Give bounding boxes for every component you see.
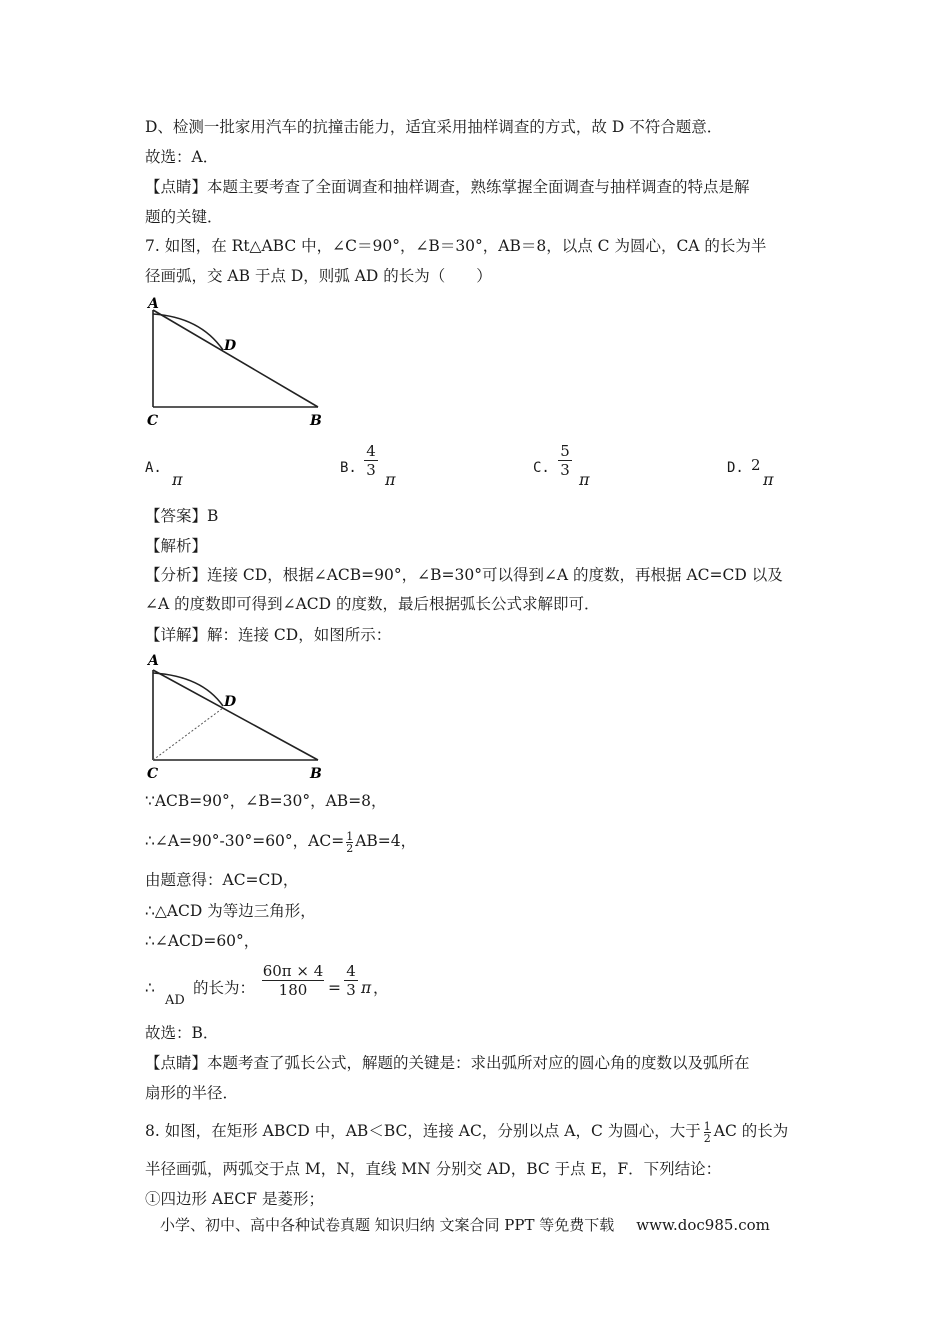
arc-length-fraction: 60π × 4 180 <box>262 962 324 999</box>
text-line: ∵ACB=90°，∠B=30°，AB=8， <box>145 792 387 810</box>
text-line: ， <box>373 979 389 997</box>
question-8-line: ①四边形 AECF 是菱形； <box>145 1190 324 1208</box>
analysis-heading: 【解析】 <box>145 537 208 555</box>
option-c-fraction: 5 3 <box>558 442 572 479</box>
text-line: D、检测一批家用汽车的抗撞击能力，适宜采用抽样调查的方式，故 D 不符合题意． <box>145 118 723 136</box>
text-line: ∴△ACD 为等边三角形， <box>145 902 316 920</box>
option-a-label: A. <box>145 460 162 476</box>
text-line: 【点睛】本题考查了弧长公式，解题的关键是：求出弧所对应的圆心角的度数以及弧所在 <box>145 1054 750 1072</box>
result-pi: π <box>361 979 372 997</box>
option-d-label: D. <box>727 460 744 476</box>
text-line: 【点睛】本题主要考查了全面调查和抽样调查，熟练掌握全面调查与抽样调查的特点是解 <box>145 178 750 196</box>
answer-line: 【答案】B <box>145 507 219 525</box>
option-d-pi: π <box>763 470 774 489</box>
footer-url[interactable]: www.doc985.com <box>636 1216 770 1234</box>
option-b-fraction: 4 3 <box>364 442 378 479</box>
text-line: 由题意得：AC=CD， <box>145 871 299 889</box>
text-line: 题的关键． <box>145 208 223 226</box>
label-b: B <box>310 413 322 429</box>
text-line: ∴ <box>145 979 155 997</box>
half-fraction: $\frac{1}{2}$ <box>346 829 354 855</box>
question-7-line: 7. 如图，在 Rt△ABC 中，∠C＝90°，∠B＝30°，AB＝8，以点 C 为圆心，CA 的长为半 <box>145 237 767 255</box>
label-a: A <box>148 653 159 669</box>
text-line: 【分析】连接 CD，根据∠ACB=90°，∠B=30°可以得到∠A 的度数，再根据 AC=CD 以及 <box>145 566 783 584</box>
triangle-figure-1 <box>140 292 340 432</box>
question-8-line: 半径画弧，两弧交于点 M，N，直线 MN 分别交 AD，BC 于点 E，F．下列结论： <box>145 1160 722 1178</box>
text-line: 故选：A． <box>145 148 219 166</box>
result-fraction: 4 3 <box>344 962 358 999</box>
page-footer <box>160 1214 770 1235</box>
footer-text: 小学、初中、高中各种试卷真题 知识归纳 文案合同 PPT 等免费下载 <box>160 1216 615 1234</box>
option-c-label: C. <box>533 460 550 476</box>
label-b: B <box>310 766 322 782</box>
option-b-label: B. <box>340 460 357 476</box>
text-line: ∴∠A=90°-30°=60°，AC= $\frac{1}{2}$ AB=4， <box>145 829 417 855</box>
text-line: 故选：B． <box>145 1024 219 1042</box>
triangle-figure-2 <box>140 648 340 788</box>
option-d-coefficient: 2 <box>751 456 761 474</box>
label-c: C <box>147 413 159 429</box>
option-c-pi: π <box>579 470 590 489</box>
label-c: C <box>147 766 159 782</box>
label-d: D <box>224 694 237 710</box>
option-a-pi: π <box>172 470 183 489</box>
label-a: A <box>148 296 159 312</box>
text-line: ∴∠ACD=60°， <box>145 932 260 950</box>
text-line: ∠A 的度数即可得到∠ACD 的度数，最后根据弧长公式求解即可． <box>145 595 600 613</box>
text-line: 的长为： <box>193 979 256 997</box>
label-d: D <box>224 338 237 354</box>
text-line: 扇形的半径． <box>145 1084 239 1102</box>
question-8-line: 8. 如图，在矩形 ABCD 中，AB＜BC，连接 AC，分别以点 A，C 为圆心，大于 $\frac{1}{2}$ AC 的长为 <box>145 1119 789 1145</box>
half-fraction: $\frac{1}{2}$ <box>703 1119 711 1145</box>
option-b-pi: π <box>385 470 396 489</box>
question-7-line: 径画弧，交 AB 于点 D，则弧 AD 的长为（ ） <box>145 267 492 285</box>
text-line: 【详解】解：连接 CD，如图所示： <box>145 626 392 644</box>
equals-sign: = <box>328 979 341 997</box>
arc-ad-label: AD <box>165 993 185 1008</box>
